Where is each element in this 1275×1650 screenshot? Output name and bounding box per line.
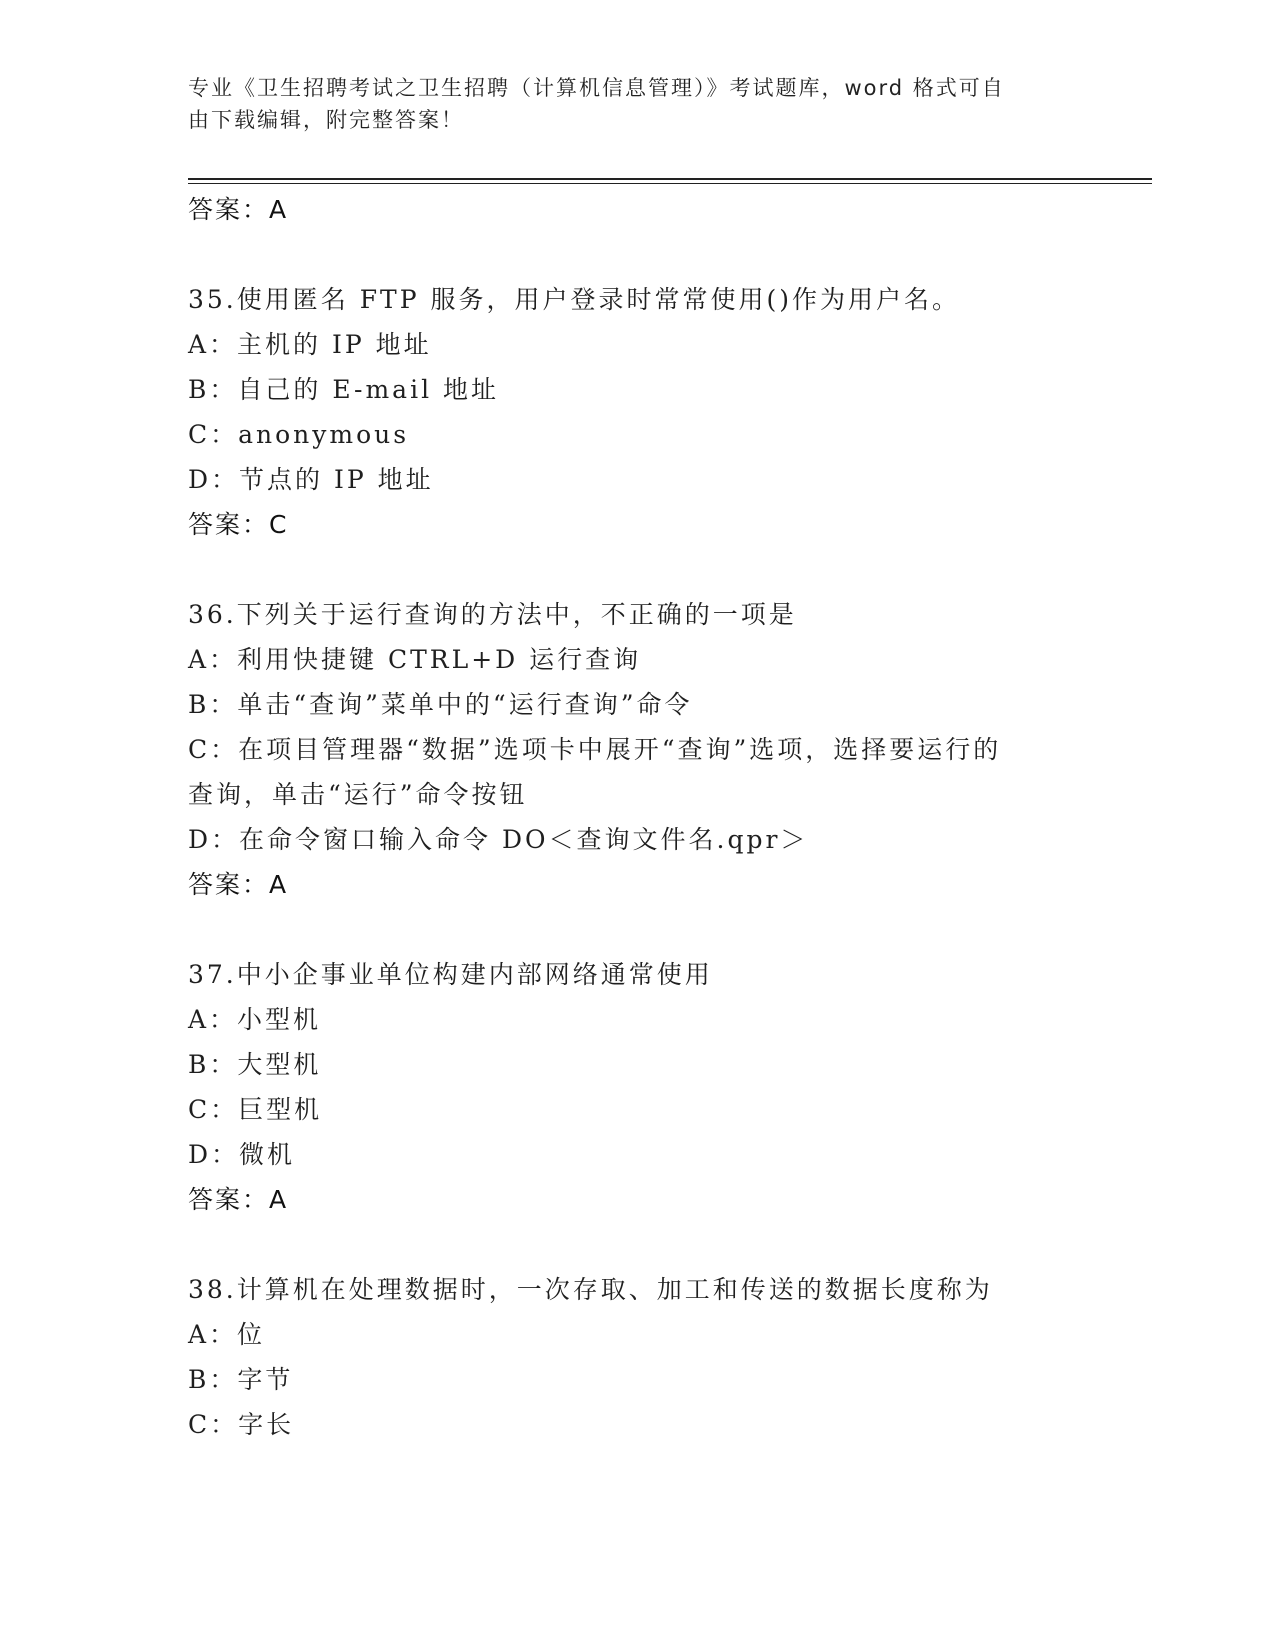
question-35-option-a: A：主机的 IP 地址 (188, 330, 432, 359)
question-35-answer: 答案：C (188, 510, 289, 539)
question-38-stem: 38.计算机在处理数据时，一次存取、加工和传送的数据长度称为 (188, 1275, 993, 1304)
question-36-option-b: B：单击“查询”菜单中的“运行查询”命令 (188, 690, 693, 719)
question-35-option-c: C：anonymous (188, 420, 410, 449)
question-37-option-b: B：大型机 (188, 1050, 322, 1079)
question-38-option-b: B：字节 (188, 1365, 294, 1394)
question-35-option-b: B：自己的 E-mail 地址 (188, 375, 500, 404)
question-36-option-c: C：在项目管理器“数据”选项卡中展开“查询”选项，选择要运行的 (188, 735, 1002, 764)
header-line-1: 专业《卫生招聘考试之卫生招聘（计算机信息管理）》考试题库，word 格式可自 (188, 76, 1005, 100)
question-38-option-a: A：位 (188, 1320, 266, 1349)
question-36-option-a: A：利用快捷键 CTRL+D 运行查询 (188, 645, 642, 674)
question-37-option-a: A：小型机 (188, 1005, 322, 1034)
question-37-stem: 37.中小企事业单位构建内部网络通常使用 (188, 960, 713, 989)
header-rule-thin (188, 183, 1152, 184)
document-header (188, 72, 1068, 136)
question-37-option-d: D：微机 (188, 1140, 296, 1169)
header-line-2: 由下载编辑，附完整答案！ (188, 108, 464, 132)
question-37-answer: 答案：A (188, 1185, 289, 1214)
header-rule-thick (188, 178, 1152, 180)
question-36-option-c-cont: 查询，单击“运行”命令按钮 (188, 780, 528, 809)
question-38-option-c: C：字长 (188, 1410, 295, 1439)
question-36-option-d: D：在命令窗口输入命令 DO＜查询文件名.qpr＞ (188, 825, 809, 854)
answer-prev: 答案：A (188, 195, 289, 224)
question-36-answer: 答案：A (188, 870, 289, 899)
question-35-stem: 35.使用匿名 FTP 服务，用户登录时常常使用()作为用户名。 (188, 285, 961, 314)
question-37-option-c: C：巨型机 (188, 1095, 323, 1124)
question-36-stem: 36.下列关于运行查询的方法中，不正确的一项是 (188, 600, 797, 629)
question-35-option-d: D：节点的 IP 地址 (188, 465, 434, 494)
